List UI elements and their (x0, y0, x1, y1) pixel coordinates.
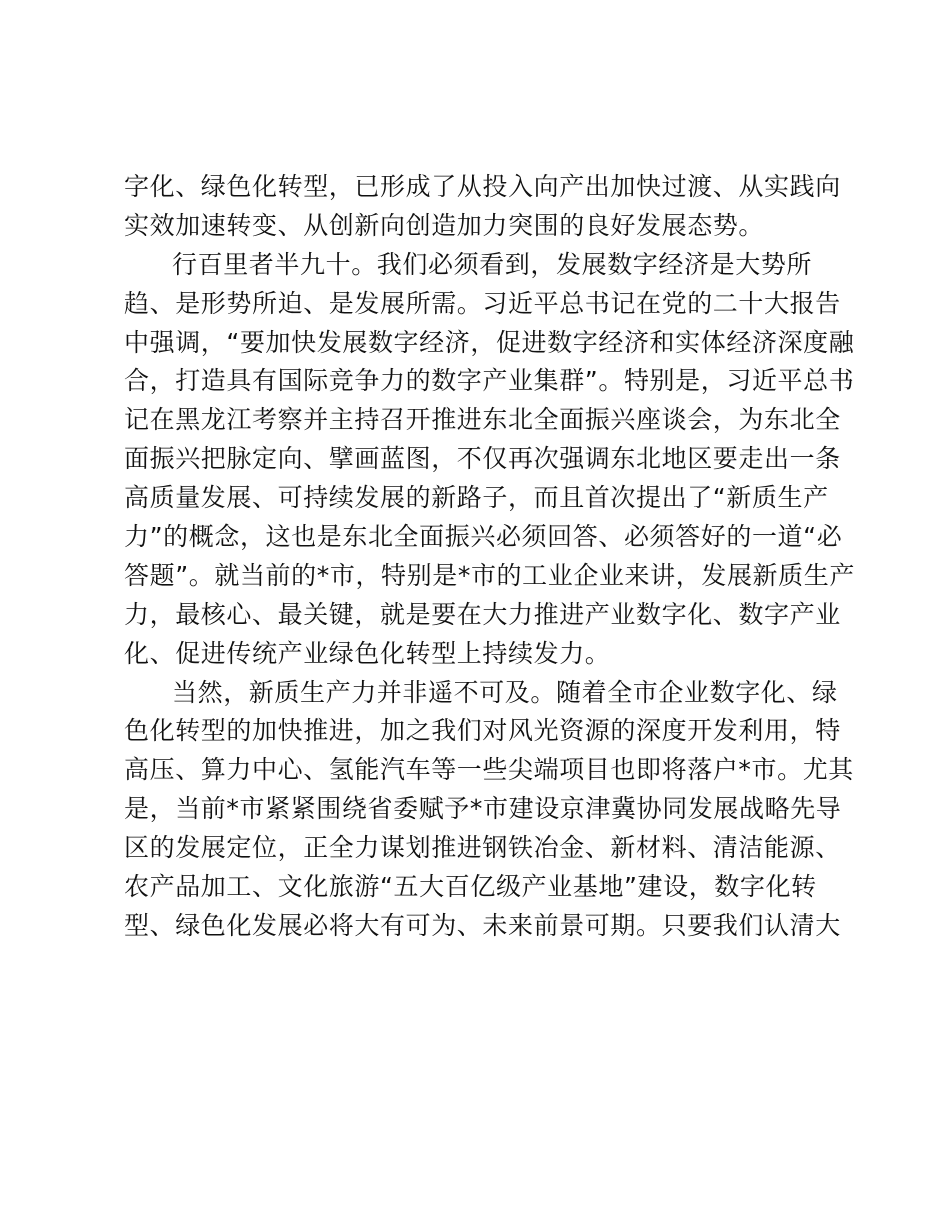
text-line: 力”的概念，这也是东北全面振兴必须回答、必须答好的一道“必 (124, 522, 843, 552)
text-line: 答题”。就当前的*市，特别是*市的工业企业来讲，发展新质生产 (124, 560, 855, 590)
text-line: 高压、算力中心、氢能汽车等一些尖端项目也即将落户*市。尤其 (124, 755, 854, 785)
text-line: 记在黑龙江考察并主持召开推进东北全面振兴座谈会，为东北全 (124, 405, 841, 435)
text-line: 农产品加工、文化旅游“五大百亿级产业基地”建设，数字化转 (124, 872, 817, 902)
text-line: 中强调，“要加快发展数字经济，促进数字经济和实体经济深度融 (124, 327, 855, 357)
text-line: 区的发展定位，正全力谋划推进钢铁冶金、新材料、清洁能源、 (124, 833, 841, 863)
text-line: 合，打造具有国际竞争力的数字产业集群”。特别是，习近平总书 (124, 366, 855, 396)
text-line: 实效加速转变、从创新向创造加力突围的良好发展态势。 (124, 210, 765, 240)
text-line: 色化转型的加快推进，加之我们对风光资源的深度开发利用，特 (124, 716, 841, 746)
text-line: 趋、是形势所迫、是发展所需。习近平总书记在党的二十大报告 (124, 288, 841, 318)
paragraph-first-line: 行百里者半九十。我们必须看到，发展数字经济是大势所 (172, 249, 813, 279)
paragraph-first-line: 当然，新质生产力并非遥不可及。随着全市企业数字化、绿 (172, 677, 838, 707)
body-text (124, 168, 855, 946)
text-line: 面振兴把脉定向、擘画蓝图，不仅再次强调东北地区要走出一条 (124, 444, 841, 474)
text-line: 是，当前*市紧紧围绕省委赋予*市建设京津冀协同发展战略先导 (124, 794, 842, 824)
text-line: 化、促进传统产业绿色化转型上持续发力。 (124, 638, 611, 668)
text-line: 字化、绿色化转型，已形成了从投入向产出加快过渡、从实践向 (124, 172, 841, 201)
text-line: 力，最核心、最关键，就是要在大力推进产业数字化、数字产业 (124, 599, 841, 629)
text-line: 高质量发展、可持续发展的新路子，而且首次提出了“新质生产 (124, 483, 829, 513)
text-line: 型、绿色化发展必将大有可为、未来前景可期。只要我们认清大 (124, 910, 841, 940)
